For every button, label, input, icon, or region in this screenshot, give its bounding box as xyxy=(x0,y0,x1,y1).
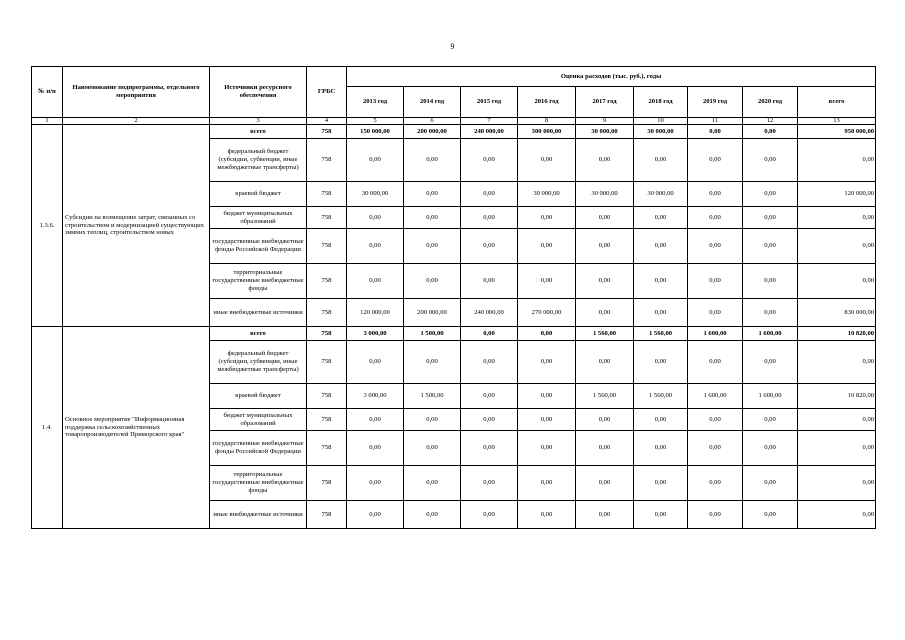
funding-source: территориальные государственные внебюджетные фонды xyxy=(210,466,307,501)
year-value: 1 600,00 xyxy=(743,384,798,409)
total-value: 950 000,00 xyxy=(798,125,876,139)
funding-source: государственные внебюджетные фонды Российской Федерации xyxy=(210,229,307,264)
year-value: 0,00 xyxy=(743,125,798,139)
year-value: 0,00 xyxy=(461,229,518,264)
page-number: 9 xyxy=(450,42,455,51)
total-value: 10 820,00 xyxy=(798,384,876,409)
year-value: 0,00 xyxy=(404,431,461,466)
total-value: 10 820,00 xyxy=(798,327,876,341)
year-value: 0,00 xyxy=(347,409,404,431)
year-value: 0,00 xyxy=(347,431,404,466)
funding-source: краевой бюджет xyxy=(210,384,307,409)
header-estimate: Оценка расходов (тыс. руб.), годы xyxy=(347,67,876,87)
total-value: 830 000,00 xyxy=(798,299,876,327)
grbs-code: 758 xyxy=(307,384,347,409)
header-num: № п/п xyxy=(32,67,63,118)
year-value: 30 000,00 xyxy=(634,125,688,139)
year-value: 0,00 xyxy=(347,139,404,182)
year-value: 0,00 xyxy=(688,125,743,139)
year-value: 0,00 xyxy=(576,341,634,384)
year-value: 0,00 xyxy=(518,409,576,431)
year-value: 0,00 xyxy=(688,139,743,182)
total-value: 0,00 xyxy=(798,139,876,182)
year-value: 0,00 xyxy=(688,229,743,264)
year-value: 0,00 xyxy=(576,501,634,529)
item-name: Субсидии на возмещение затрат, связанных со строительством и модернизацией существующих зимних теплиц, строительством новых xyxy=(63,125,210,327)
year-value: 240 000,00 xyxy=(461,125,518,139)
header-year-2017: 2017 год xyxy=(576,87,634,118)
item-number: 1.4. xyxy=(32,327,63,529)
year-value: 0,00 xyxy=(688,466,743,501)
year-value: 0,00 xyxy=(688,182,743,207)
table-row xyxy=(32,125,876,139)
year-value: 0,00 xyxy=(688,264,743,299)
funding-source: бюджет муниципальных образований xyxy=(210,207,307,229)
year-value: 0,00 xyxy=(461,431,518,466)
year-value: 0,00 xyxy=(518,229,576,264)
year-value: 0,00 xyxy=(347,264,404,299)
col-index: 6 xyxy=(404,118,461,125)
year-value: 0,00 xyxy=(518,264,576,299)
year-value: 0,00 xyxy=(461,341,518,384)
grbs-code: 758 xyxy=(307,501,347,529)
year-value: 1 560,00 xyxy=(576,327,634,341)
year-value: 200 000,00 xyxy=(404,299,461,327)
year-value: 0,00 xyxy=(743,229,798,264)
year-value: 0,00 xyxy=(634,207,688,229)
year-value: 0,00 xyxy=(461,207,518,229)
header-year-2015: 2015 год xyxy=(461,87,518,118)
year-value: 0,00 xyxy=(743,501,798,529)
year-value: 0,00 xyxy=(743,466,798,501)
year-value: 0,00 xyxy=(461,327,518,341)
year-value: 200 000,00 xyxy=(404,125,461,139)
year-value: 0,00 xyxy=(461,466,518,501)
year-value: 0,00 xyxy=(688,501,743,529)
year-value: 0,00 xyxy=(688,207,743,229)
total-value: 0,00 xyxy=(798,341,876,384)
funding-source: всего xyxy=(210,327,307,341)
year-value: 3 000,00 xyxy=(347,384,404,409)
year-value: 0,00 xyxy=(743,182,798,207)
col-index: 7 xyxy=(461,118,518,125)
funding-source: иные внебюджетные источники xyxy=(210,501,307,529)
year-value: 0,00 xyxy=(688,431,743,466)
year-value: 0,00 xyxy=(743,207,798,229)
grbs-code: 758 xyxy=(307,125,347,139)
year-value: 0,00 xyxy=(634,341,688,384)
year-value: 0,00 xyxy=(347,466,404,501)
year-value: 0,00 xyxy=(634,299,688,327)
funding-source: краевой бюджет xyxy=(210,182,307,207)
year-value: 0,00 xyxy=(347,229,404,264)
header-year-2020: 2020 год xyxy=(743,87,798,118)
col-index: 13 xyxy=(798,118,876,125)
year-value: 0,00 xyxy=(518,341,576,384)
col-index: 10 xyxy=(634,118,688,125)
year-value: 0,00 xyxy=(518,384,576,409)
year-value: 1 560,00 xyxy=(634,327,688,341)
year-value: 30 000,00 xyxy=(576,125,634,139)
year-value: 0,00 xyxy=(461,139,518,182)
header-name: Наименование подпрограммы, отдельного мероприятия xyxy=(63,67,210,118)
funding-source: государственные внебюджетные фонды Российской Федерации xyxy=(210,431,307,466)
col-index: 3 xyxy=(210,118,307,125)
year-value: 0,00 xyxy=(634,264,688,299)
year-value: 0,00 xyxy=(576,299,634,327)
item-number: 1.3.6. xyxy=(32,125,63,327)
year-value: 0,00 xyxy=(743,264,798,299)
year-value: 0,00 xyxy=(518,466,576,501)
total-value: 0,00 xyxy=(798,207,876,229)
year-value: 30 000,00 xyxy=(576,182,634,207)
total-value: 120 000,00 xyxy=(798,182,876,207)
year-value: 0,00 xyxy=(634,139,688,182)
funding-source: территориальные государственные внебюджетные фонды xyxy=(210,264,307,299)
col-index: 11 xyxy=(688,118,743,125)
total-value: 0,00 xyxy=(798,229,876,264)
funding-source: федеральный бюджет (субсидии, субвенции, иные межбюджетные трансферты) xyxy=(210,341,307,384)
col-index: 2 xyxy=(63,118,210,125)
year-value: 0,00 xyxy=(634,431,688,466)
year-value: 0,00 xyxy=(634,501,688,529)
grbs-code: 758 xyxy=(307,139,347,182)
grbs-code: 758 xyxy=(307,327,347,341)
grbs-code: 758 xyxy=(307,229,347,264)
year-value: 0,00 xyxy=(404,139,461,182)
total-value: 0,00 xyxy=(798,501,876,529)
column-index-row xyxy=(32,118,876,125)
col-index: 12 xyxy=(743,118,798,125)
year-value: 0,00 xyxy=(518,207,576,229)
grbs-code: 758 xyxy=(307,264,347,299)
total-value: 0,00 xyxy=(798,264,876,299)
year-value: 150 000,00 xyxy=(347,125,404,139)
year-value: 0,00 xyxy=(743,431,798,466)
year-value: 0,00 xyxy=(688,299,743,327)
year-value: 270 000,00 xyxy=(518,299,576,327)
total-value: 0,00 xyxy=(798,409,876,431)
year-value: 0,00 xyxy=(634,409,688,431)
item-name: Основное мероприятие "Информационная поддержка сельскохозяйственных товаропроизводителей Приморского края" xyxy=(63,327,210,529)
year-value: 0,00 xyxy=(347,207,404,229)
grbs-code: 758 xyxy=(307,182,347,207)
year-value: 1 600,00 xyxy=(688,384,743,409)
year-value: 0,00 xyxy=(404,229,461,264)
year-value: 0,00 xyxy=(634,229,688,264)
year-value: 0,00 xyxy=(347,501,404,529)
year-value: 0,00 xyxy=(461,409,518,431)
funding-source: всего xyxy=(210,125,307,139)
year-value: 1 600,00 xyxy=(688,327,743,341)
header-year-2013: 2013 год xyxy=(347,87,404,118)
year-value: 0,00 xyxy=(518,501,576,529)
grbs-code: 758 xyxy=(307,341,347,384)
year-value: 0,00 xyxy=(404,264,461,299)
year-value: 0,00 xyxy=(404,182,461,207)
year-value: 0,00 xyxy=(743,409,798,431)
col-index: 9 xyxy=(576,118,634,125)
year-value: 0,00 xyxy=(518,431,576,466)
year-value: 0,00 xyxy=(634,466,688,501)
year-value: 0,00 xyxy=(461,501,518,529)
year-value: 0,00 xyxy=(743,341,798,384)
year-value: 0,00 xyxy=(518,327,576,341)
year-value: 0,00 xyxy=(576,229,634,264)
grbs-code: 758 xyxy=(307,299,347,327)
header-grbs: ГРБС xyxy=(307,67,347,118)
header-year-2016: 2016 год xyxy=(518,87,576,118)
grbs-code: 758 xyxy=(307,466,347,501)
header-year-2014: 2014 год xyxy=(404,87,461,118)
year-value: 3 000,00 xyxy=(347,327,404,341)
year-value: 0,00 xyxy=(518,139,576,182)
table-row xyxy=(32,327,876,341)
year-value: 30 000,00 xyxy=(634,182,688,207)
year-value: 1 560,00 xyxy=(576,384,634,409)
col-index: 1 xyxy=(32,118,63,125)
year-value: 1 500,00 xyxy=(404,327,461,341)
year-value: 30 000,00 xyxy=(347,182,404,207)
year-value: 30 000,00 xyxy=(518,182,576,207)
year-value: 0,00 xyxy=(404,466,461,501)
funding-source: иные внебюджетные источники xyxy=(210,299,307,327)
year-value: 0,00 xyxy=(743,299,798,327)
total-value: 0,00 xyxy=(798,431,876,466)
total-value: 0,00 xyxy=(798,466,876,501)
year-value: 0,00 xyxy=(347,341,404,384)
year-value: 0,00 xyxy=(461,264,518,299)
year-value: 1 560,00 xyxy=(634,384,688,409)
year-value: 120 000,00 xyxy=(347,299,404,327)
year-value: 0,00 xyxy=(688,341,743,384)
grbs-code: 758 xyxy=(307,431,347,466)
header-year-2019: 2019 год xyxy=(688,87,743,118)
grbs-code: 758 xyxy=(307,409,347,431)
year-value: 0,00 xyxy=(576,139,634,182)
funding-source: федеральный бюджет (субсидии, субвенции, иные межбюджетные трансферты) xyxy=(210,139,307,182)
grbs-code: 758 xyxy=(307,207,347,229)
year-value: 1 600,00 xyxy=(743,327,798,341)
year-value: 0,00 xyxy=(404,409,461,431)
year-value: 1 500,00 xyxy=(404,384,461,409)
header-source: Источники ресурсного обеспечения xyxy=(210,67,307,118)
year-value: 0,00 xyxy=(576,431,634,466)
funding-source: бюджет муниципальных образований xyxy=(210,409,307,431)
year-value: 0,00 xyxy=(404,207,461,229)
year-value: 0,00 xyxy=(461,384,518,409)
year-value: 0,00 xyxy=(743,139,798,182)
col-index: 5 xyxy=(347,118,404,125)
col-index: 8 xyxy=(518,118,576,125)
header-total: всего xyxy=(798,87,876,118)
year-value: 0,00 xyxy=(688,409,743,431)
year-value: 300 000,00 xyxy=(518,125,576,139)
year-value: 0,00 xyxy=(404,341,461,384)
header-year-2018: 2018 год xyxy=(634,87,688,118)
year-value: 0,00 xyxy=(576,207,634,229)
year-value: 0,00 xyxy=(576,466,634,501)
year-value: 0,00 xyxy=(576,264,634,299)
year-value: 0,00 xyxy=(461,182,518,207)
year-value: 0,00 xyxy=(576,409,634,431)
year-value: 240 000,00 xyxy=(461,299,518,327)
year-value: 0,00 xyxy=(404,501,461,529)
budget-table xyxy=(31,66,876,529)
col-index: 4 xyxy=(307,118,347,125)
